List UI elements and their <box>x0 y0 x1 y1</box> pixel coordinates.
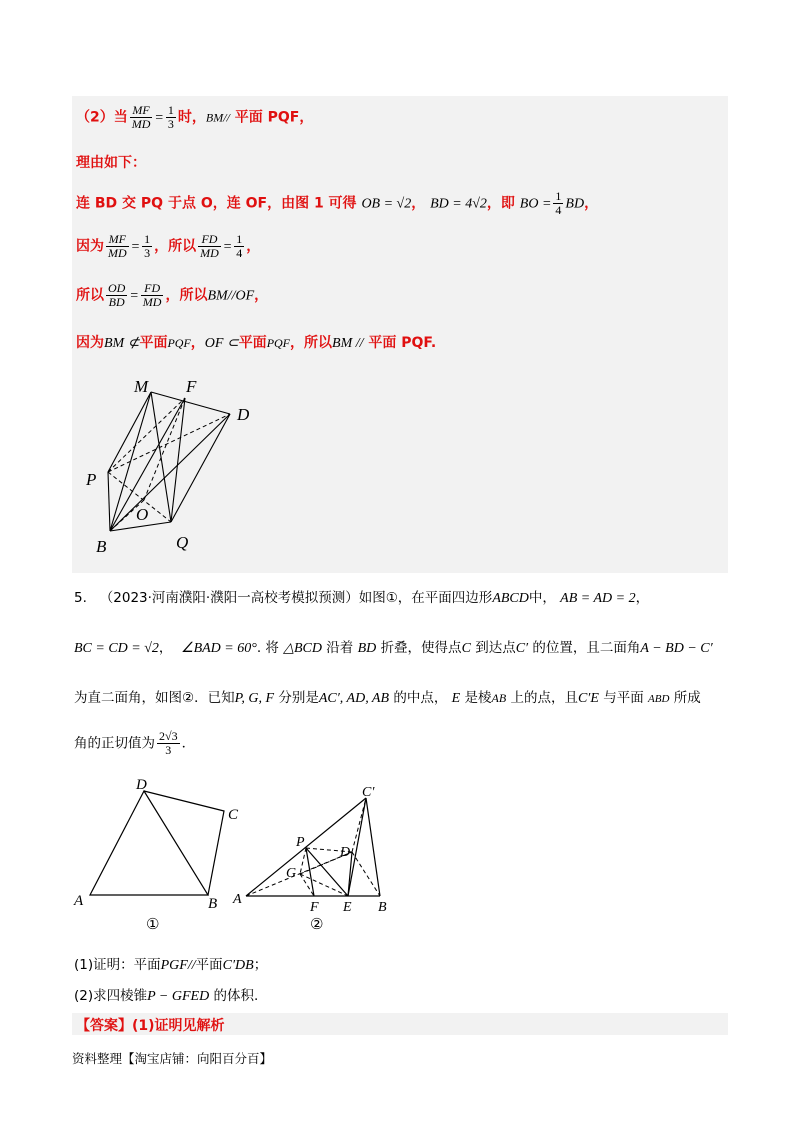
fig3-label-e: E <box>343 900 352 915</box>
fig2-caption: ① <box>146 915 160 933</box>
solution-line-5: 所以 $\frac{OD}{BD}$ = $\frac{FD}{MD}$ ，所以BM//OF， <box>76 281 269 309</box>
fig2-label-c: C <box>228 807 239 823</box>
fig3-label-a: A <box>233 892 242 907</box>
fig1-label-m: M <box>134 377 149 396</box>
solution-line-6: 因为BM ⊄平面PQF，OF ⊂平面PQF，所以BM // 平面 PQF. <box>76 335 437 351</box>
footer-source: 资料整理【淘宝店铺：向阳百分百】 <box>72 1051 273 1066</box>
fig3-label-g: G <box>286 866 297 881</box>
fig3-label-cprime: C′ <box>362 785 375 800</box>
fig1-label-p: P <box>86 470 97 489</box>
solution-line-3: 连 BD 交 PQ 于点 O，连 OF，由图 1 可得 OB = √2， BD = 4√2，即 BO = $\frac{1}{4}$ BD， <box>76 189 599 217</box>
answer-label: 【答案】(1)证明见解析 <box>76 1018 225 1034</box>
problem-line-1: 5. （2023·河南濮阳·濮阳一高校考模拟预测）如图①，在平面四边形ABCD中， AB = AD = 2， <box>74 590 650 606</box>
solution-line-2: 理由如下： <box>76 155 146 171</box>
fig3-caption: ② <box>310 915 324 933</box>
figure-folded-pyramid <box>230 780 405 940</box>
fig3-label-b: B <box>378 900 387 915</box>
fig2-label-d: D <box>136 777 147 793</box>
solution-line-1: （2）当 $\frac{MF}{MD}$ = $\frac{1}{3}$ 时，BM// 平面 PQF， <box>76 103 314 131</box>
fig1-label-q: Q <box>176 533 189 552</box>
fig3-label-f: F <box>310 900 319 915</box>
problem-line-3: 为直二面角，如图②．已知P, G, F 分别是AC′, AD, AB 的中点， E 是棱AB 上的点，且C′E 与平面 ABD 所成 <box>74 690 701 706</box>
fig1-label-d: D <box>237 405 250 424</box>
question-2: (2)求四棱锥P − GFED 的体积. <box>74 988 259 1004</box>
fig2-label-b: B <box>208 896 218 912</box>
fig1-label-o: O <box>136 505 149 524</box>
problem-line-4: 角的正切值为 $\frac{2√3}{3}$ ． <box>74 729 196 757</box>
fig3-label-p: P <box>296 835 305 850</box>
fig3-label-d: D <box>340 845 351 860</box>
fig1-label-b: B <box>96 537 107 556</box>
answer-bar <box>72 1013 728 1035</box>
figure-pyramid-mfdpbqo <box>80 370 280 560</box>
solution-line-4: 因为 $\frac{MF}{MD}$ = $\frac{1}{3}$ ，所以 $\frac{FD}{MD}$ = $\frac{1}{4}$ ， <box>76 232 261 260</box>
fig2-label-a: A <box>74 893 84 909</box>
question-1: (1)证明：平面PGF//平面C′DB； <box>74 957 268 973</box>
fig1-label-f: F <box>186 377 197 396</box>
problem-line-2: BC = CD = √2， ∠BAD = 60°. 将 △BCD 沿着 BD 折叠，使得点C 到达点C′ 的位置，且二面角A − BD − C′ <box>74 640 713 656</box>
